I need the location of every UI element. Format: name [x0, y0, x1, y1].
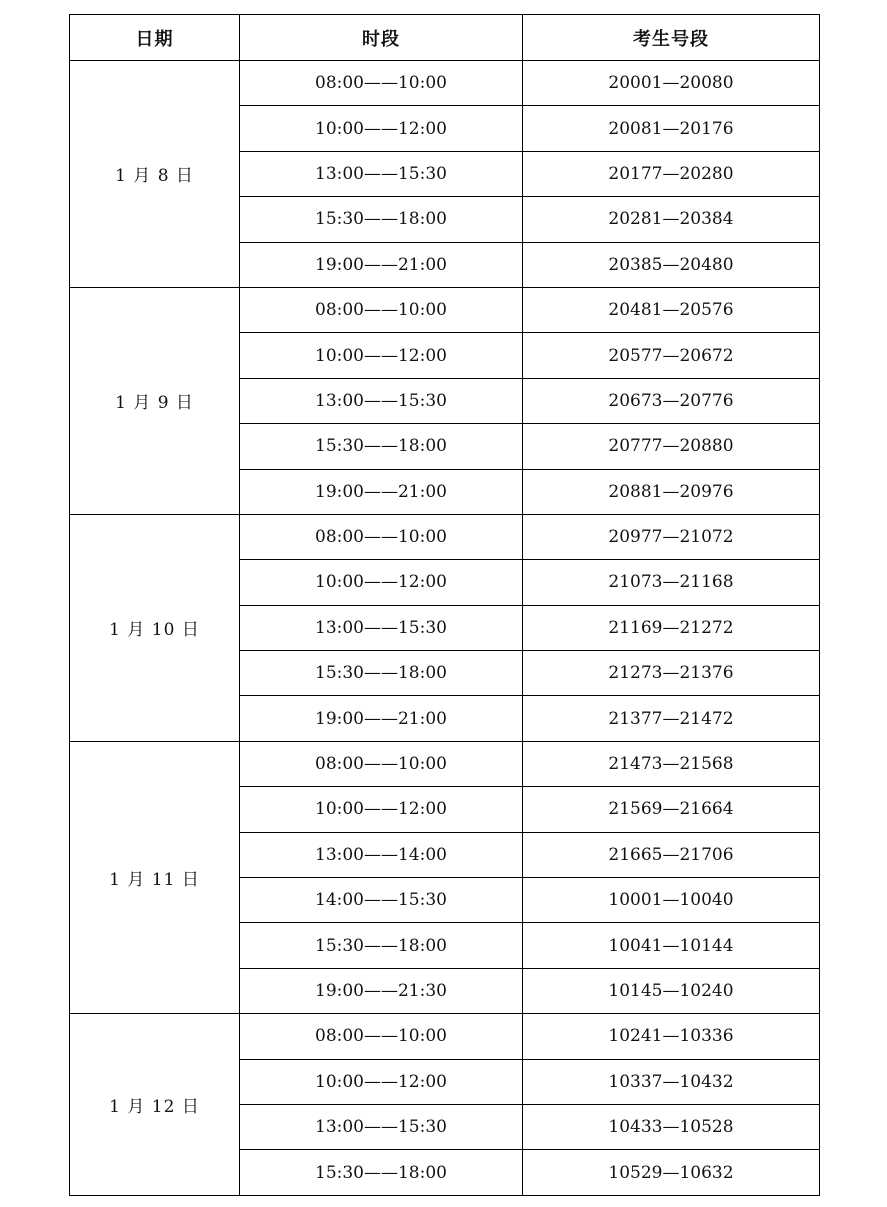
time-slot-cell: 13:00——14:00: [240, 832, 523, 877]
candidate-range-cell: 10529—10632: [523, 1150, 820, 1195]
time-slot-cell: 08:00——10:00: [240, 287, 523, 332]
time-slot-cell: 13:00——15:30: [240, 378, 523, 423]
header-candidate-range: 考生号段: [523, 15, 820, 61]
time-slot-cell: 19:00——21:30: [240, 968, 523, 1013]
candidate-range-cell: 20977—21072: [523, 514, 820, 559]
time-slot-cell: 19:00——21:00: [240, 696, 523, 741]
candidate-range-cell: 21273—21376: [523, 651, 820, 696]
header-time-slot: 时段: [240, 15, 523, 61]
time-slot-cell: 13:00——15:30: [240, 605, 523, 650]
table-row: [70, 514, 820, 559]
header-row: [70, 15, 820, 61]
time-slot-cell: 15:30——18:00: [240, 424, 523, 469]
candidate-range-cell: 21377—21472: [523, 696, 820, 741]
time-slot-cell: 15:30——18:00: [240, 923, 523, 968]
table-row: [70, 741, 820, 786]
date-cell: 1 月 10 日: [70, 514, 240, 741]
candidate-range-cell: 20777—20880: [523, 424, 820, 469]
candidate-range-cell: 21073—21168: [523, 560, 820, 605]
candidate-range-cell: 20881—20976: [523, 469, 820, 514]
candidate-range-cell: 10145—10240: [523, 968, 820, 1013]
time-slot-cell: 13:00——15:30: [240, 151, 523, 196]
time-slot-cell: 15:30——18:00: [240, 651, 523, 696]
table-row: [70, 1014, 820, 1059]
time-slot-cell: 19:00——21:00: [240, 242, 523, 287]
time-slot-cell: 10:00——12:00: [240, 787, 523, 832]
time-slot-cell: 15:30——18:00: [240, 1150, 523, 1195]
candidate-range-cell: 20481—20576: [523, 287, 820, 332]
candidate-range-cell: 10041—10144: [523, 923, 820, 968]
candidate-range-cell: 21569—21664: [523, 787, 820, 832]
exam-schedule-table: [69, 14, 820, 1196]
time-slot-cell: 19:00——21:00: [240, 469, 523, 514]
time-slot-cell: 14:00——15:30: [240, 878, 523, 923]
date-cell: 1 月 8 日: [70, 61, 240, 288]
candidate-range-cell: 20281—20384: [523, 197, 820, 242]
time-slot-cell: 15:30——18:00: [240, 197, 523, 242]
date-cell: 1 月 9 日: [70, 287, 240, 514]
candidate-range-cell: 20385—20480: [523, 242, 820, 287]
time-slot-cell: 10:00——12:00: [240, 106, 523, 151]
date-cell: 1 月 11 日: [70, 741, 240, 1013]
time-slot-cell: 10:00——12:00: [240, 1059, 523, 1104]
candidate-range-cell: 20177—20280: [523, 151, 820, 196]
table-header: [70, 15, 820, 61]
time-slot-cell: 08:00——10:00: [240, 514, 523, 559]
candidate-range-cell: 20001—20080: [523, 61, 820, 106]
header-date: 日期: [70, 15, 240, 61]
candidate-range-cell: 20673—20776: [523, 378, 820, 423]
time-slot-cell: 13:00——15:30: [240, 1104, 523, 1149]
candidate-range-cell: 21169—21272: [523, 605, 820, 650]
candidate-range-cell: 10337—10432: [523, 1059, 820, 1104]
candidate-range-cell: 10433—10528: [523, 1104, 820, 1149]
time-slot-cell: 08:00——10:00: [240, 61, 523, 106]
candidate-range-cell: 10001—10040: [523, 878, 820, 923]
table-row: [70, 287, 820, 332]
candidate-range-cell: 21473—21568: [523, 741, 820, 786]
date-cell: 1 月 12 日: [70, 1014, 240, 1196]
table-body: [70, 61, 820, 1196]
time-slot-cell: 10:00——12:00: [240, 560, 523, 605]
time-slot-cell: 10:00——12:00: [240, 333, 523, 378]
time-slot-cell: 08:00——10:00: [240, 741, 523, 786]
table-row: [70, 61, 820, 106]
candidate-range-cell: 21665—21706: [523, 832, 820, 877]
time-slot-cell: 08:00——10:00: [240, 1014, 523, 1059]
candidate-range-cell: 20577—20672: [523, 333, 820, 378]
candidate-range-cell: 10241—10336: [523, 1014, 820, 1059]
candidate-range-cell: 20081—20176: [523, 106, 820, 151]
